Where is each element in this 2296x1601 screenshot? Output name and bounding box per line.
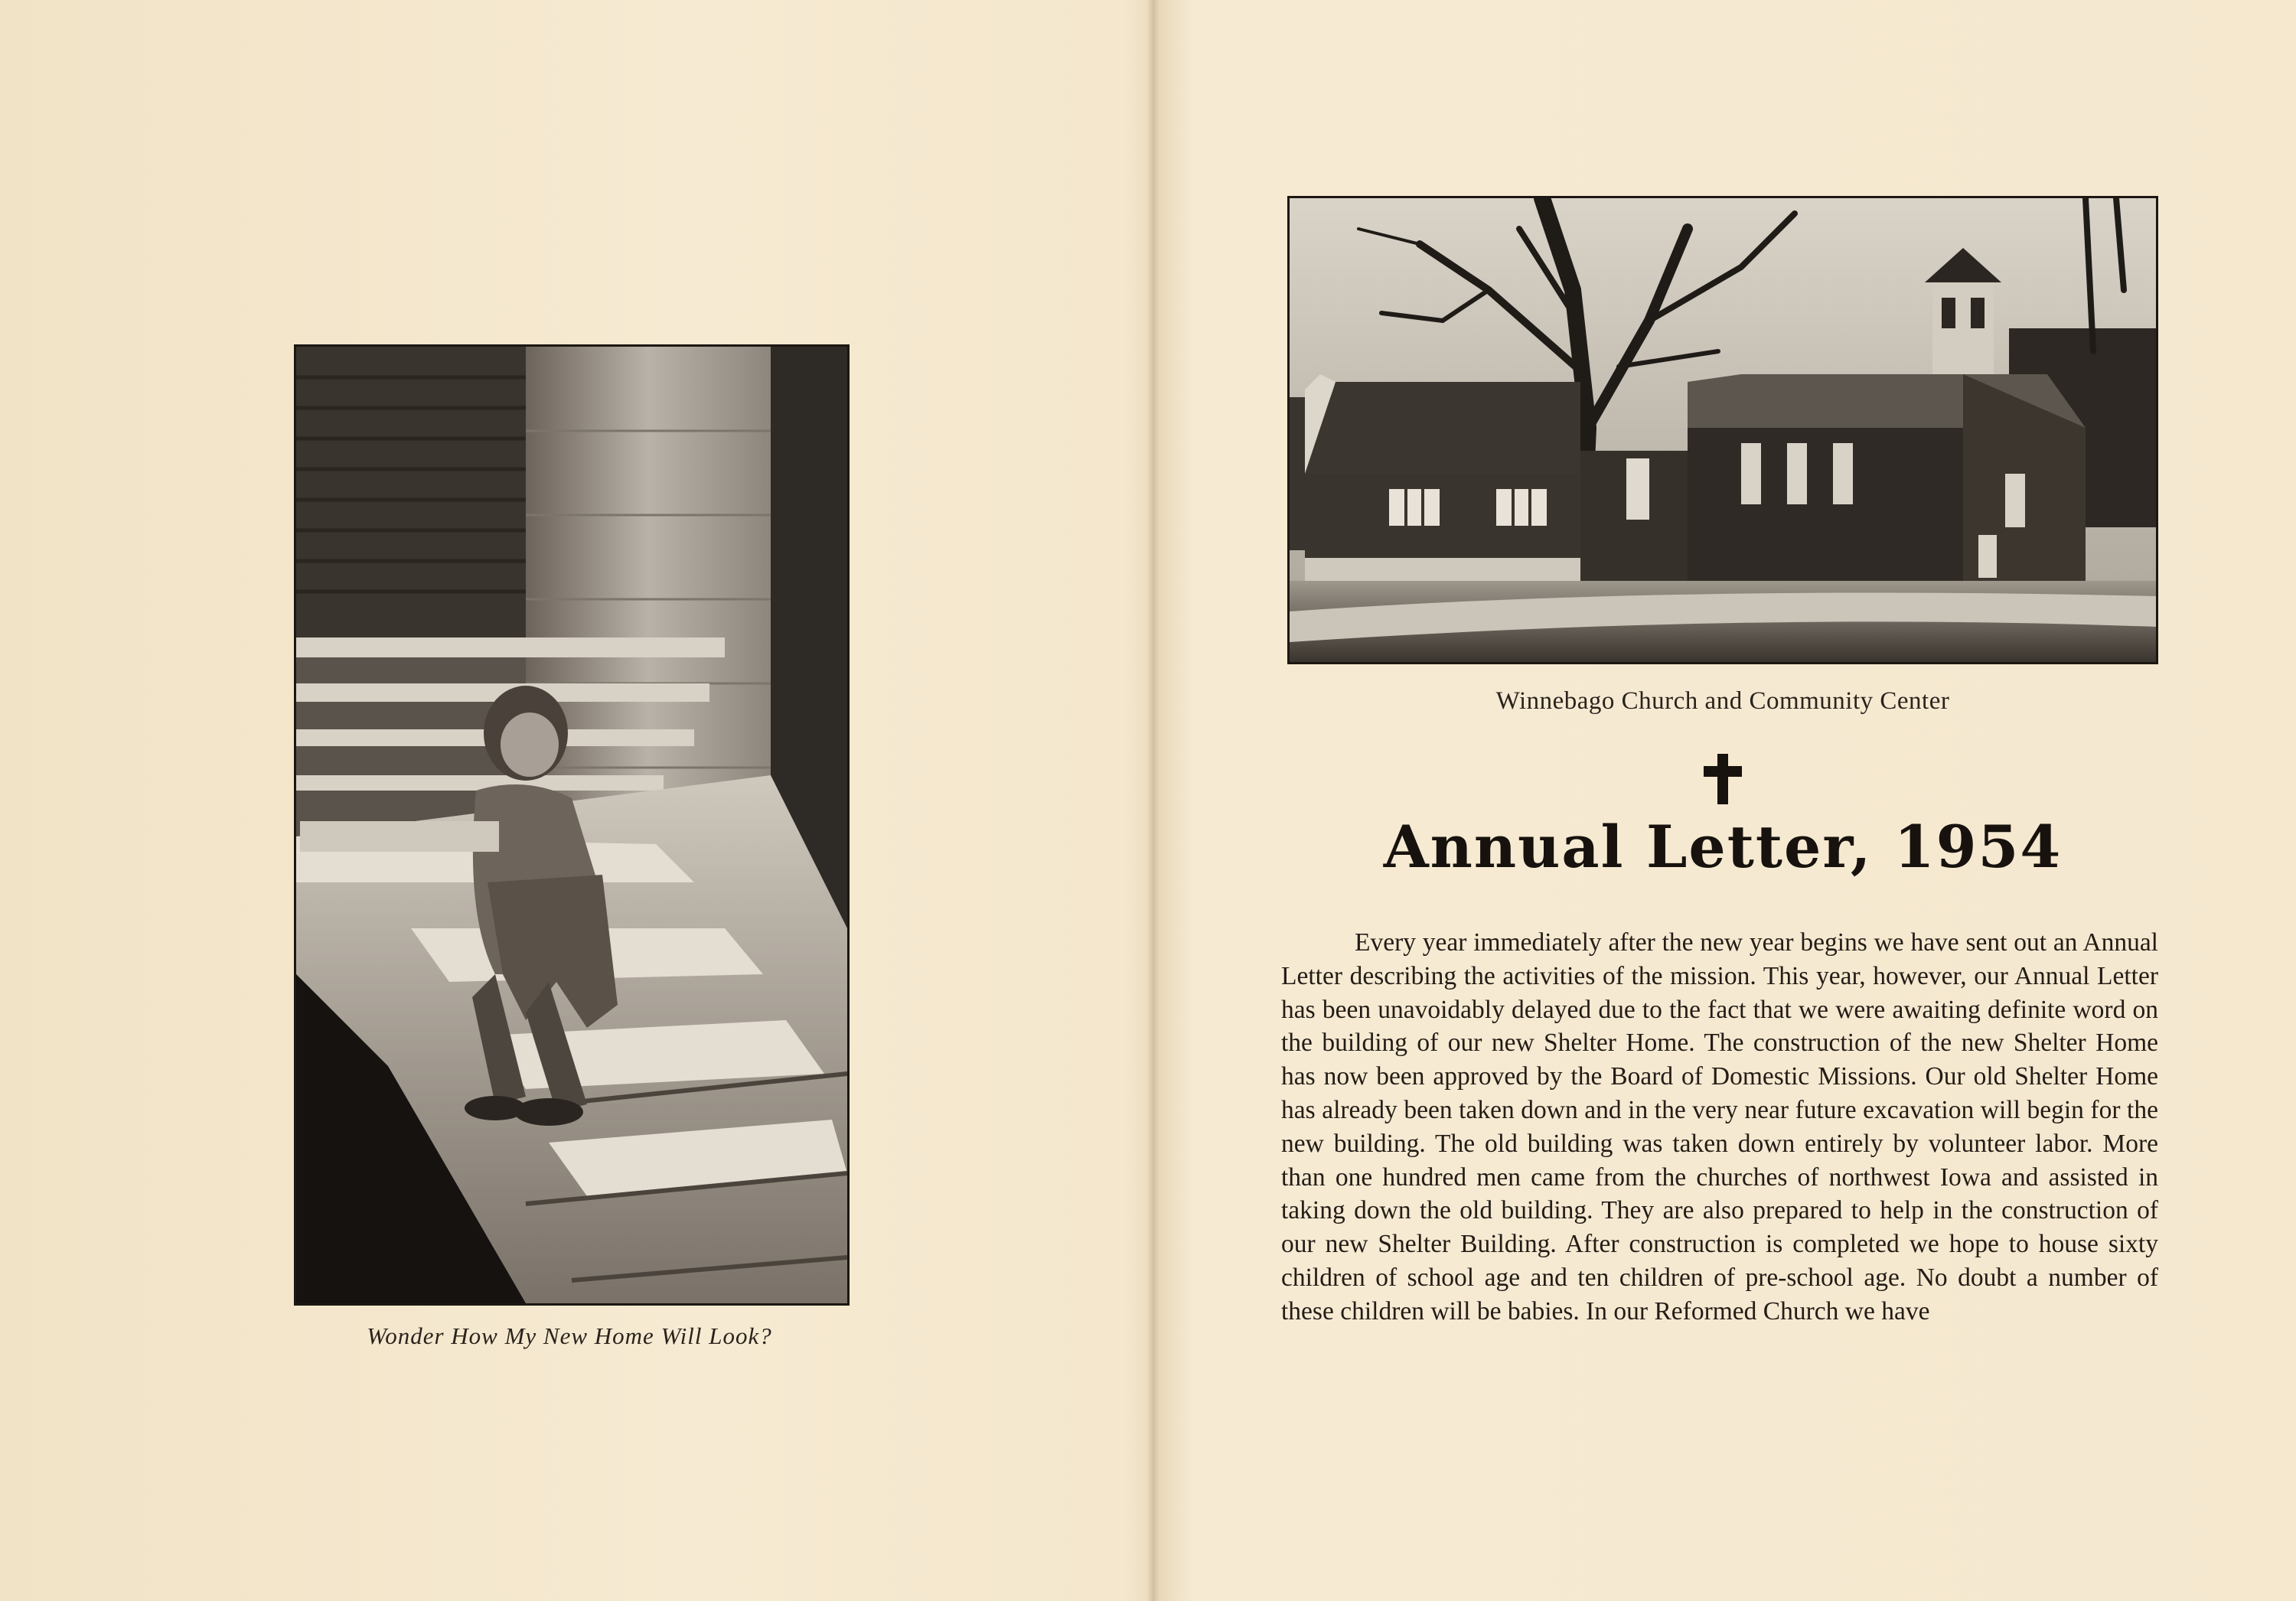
cross-icon bbox=[1704, 754, 1742, 804]
right-page bbox=[1159, 0, 2296, 1601]
letter-title: Annual Letter, 1954 bbox=[1383, 813, 2063, 881]
child-photo-graphic bbox=[296, 347, 847, 1303]
center-fold bbox=[1148, 0, 1159, 1601]
child-on-porch-steps-photo bbox=[294, 344, 850, 1306]
child-photo-caption: Wonder How My New Home Will Look? bbox=[367, 1322, 772, 1349]
letter-body-text: Every year immediately after the new year begins we have sent out an Annual Letter describing the activities of the mission. This year, however, our Annual Letter has been unavoidably delayed due to the fact that we were awaiting definite word on the building of our new Shelter Home. The construction of the new Shelter Home has now been approved by the Board of Domestic Missions. Our old Shelter Home has already been taken down and in the very near future excavation will begin for the new building. The old building was taken down entirely by volunteer labor. More than one hundred men came from the churches of northwest Iowa and assisted in taking down the old building. They are also prepared to help in the construction of our new Shelter Building. After construction is completed we hope to house sixty children of school age and ten children of pre-school age. No doubt a number of these children will be babies. In our Reformed Church we have bbox=[1281, 928, 2158, 1325]
church-building-photo bbox=[1287, 196, 2158, 664]
church-photo-caption: Winnebago Church and Community Center bbox=[1495, 687, 1950, 715]
cross-icon-graphic bbox=[1704, 754, 1742, 804]
church-photo-graphic bbox=[1290, 198, 2156, 662]
